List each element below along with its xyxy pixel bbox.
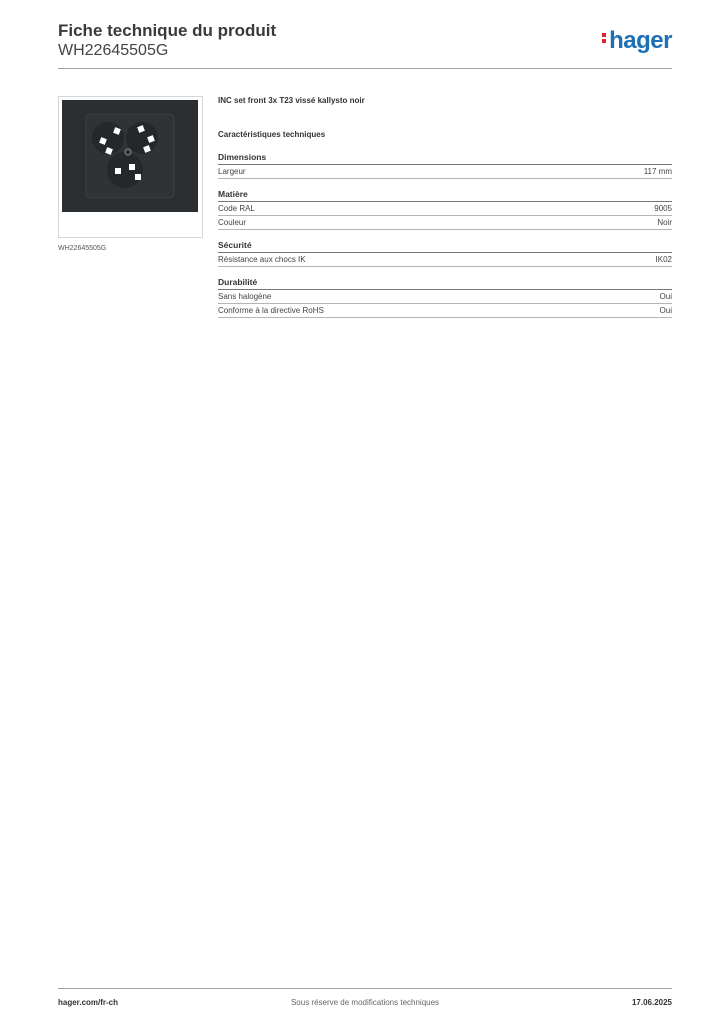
spec-label: Conforme à la directive RoHS bbox=[218, 306, 324, 315]
page-title: Fiche technique du produit bbox=[58, 21, 277, 40]
spec-value: Oui bbox=[659, 306, 672, 315]
spec-group-title: Sécurité bbox=[218, 240, 672, 253]
page-header bbox=[58, 20, 672, 60]
spec-row bbox=[218, 202, 672, 216]
product-reference: WH22645505G bbox=[58, 42, 169, 59]
spec-value: 117 mm bbox=[643, 167, 672, 176]
spec-value: Oui bbox=[659, 292, 672, 301]
spec-label: Couleur bbox=[218, 218, 247, 227]
product-image-frame bbox=[58, 96, 203, 238]
spec-group-title: Dimensions bbox=[218, 152, 672, 165]
specs-title: Caractéristiques techniques bbox=[218, 130, 326, 139]
spec-label: Résistance aux chocs IK bbox=[218, 255, 306, 264]
spec-label: Code RAL bbox=[218, 204, 255, 213]
triple-socket-photo-icon bbox=[62, 100, 198, 212]
spec-group-matiere bbox=[218, 189, 672, 230]
spec-label: Sans halogène bbox=[218, 292, 272, 301]
spec-row bbox=[218, 290, 672, 304]
image-caption: WH22645505G bbox=[58, 245, 107, 252]
header-divider bbox=[58, 68, 672, 69]
footer-disclaimer: Sous réserve de modifications techniques bbox=[290, 998, 440, 1007]
page-footer bbox=[58, 998, 672, 1010]
spec-group-title: Matière bbox=[218, 189, 672, 202]
logo-text: hager bbox=[609, 27, 672, 54]
footer-date: 17.06.2025 bbox=[631, 998, 672, 1007]
spec-group-durabilite bbox=[218, 277, 672, 318]
spec-row bbox=[218, 216, 672, 230]
spec-label: Largeur bbox=[218, 167, 246, 176]
product-details bbox=[218, 96, 672, 318]
product-name: INC set front 3x T23 vissé kallysto noir bbox=[218, 96, 365, 105]
spec-value: Noir bbox=[657, 218, 672, 227]
spec-group-title: Durabilité bbox=[218, 277, 672, 290]
logo-dots-icon bbox=[602, 31, 607, 45]
spec-row bbox=[218, 165, 672, 179]
spec-row bbox=[218, 253, 672, 267]
spec-value: IK02 bbox=[655, 255, 672, 264]
hager-logo[interactable] bbox=[602, 27, 672, 55]
spec-value: 9005 bbox=[654, 204, 672, 213]
spec-row bbox=[218, 304, 672, 318]
spec-group-dimensions bbox=[218, 152, 672, 179]
footer-divider bbox=[58, 988, 672, 989]
spec-group-securite bbox=[218, 240, 672, 267]
footer-website-link[interactable]: hager.com/fr-ch bbox=[58, 998, 119, 1007]
